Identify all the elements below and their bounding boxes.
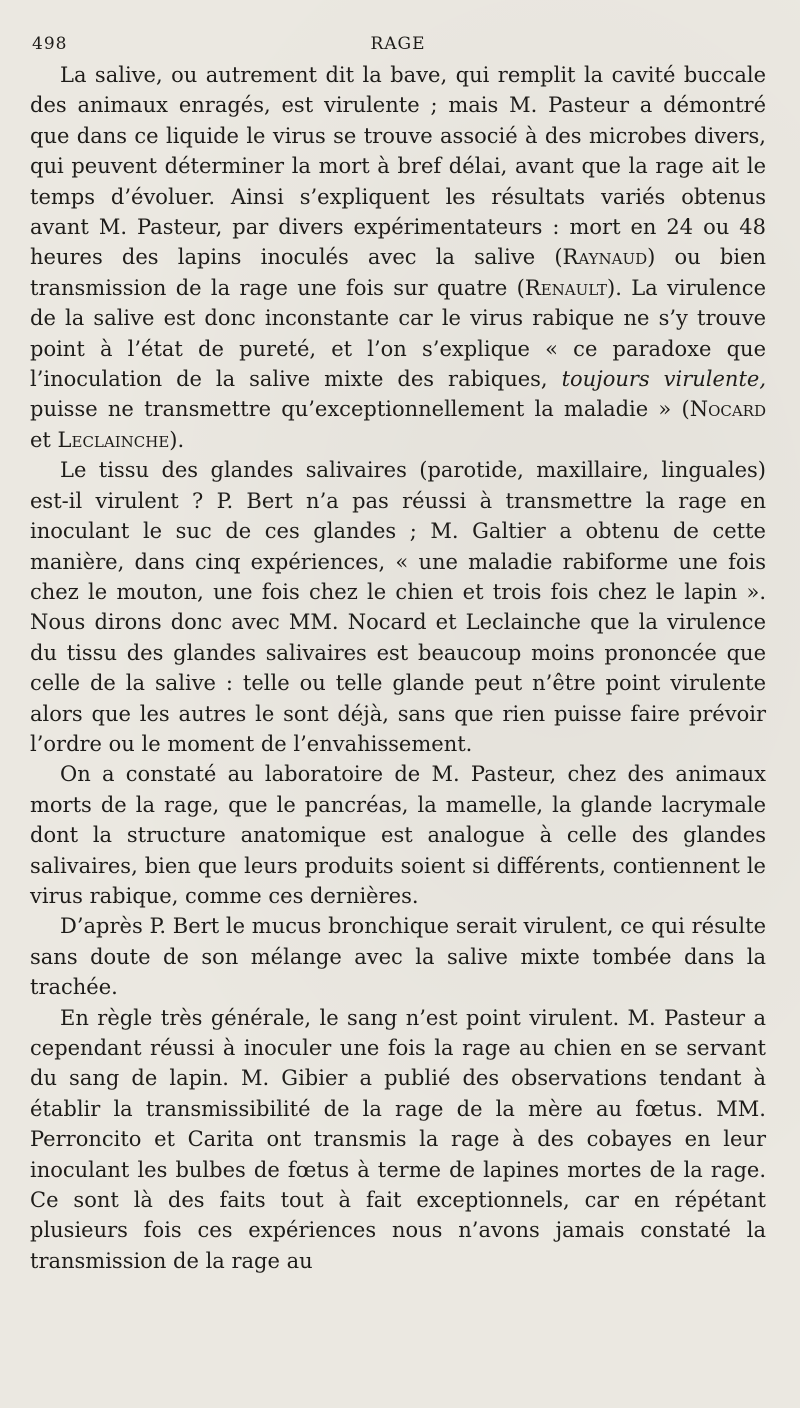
author-name: Nocard — [689, 397, 766, 422]
body-text — [30, 60, 766, 1276]
paragraph-blood: En règle très générale, le sang n’est point virulent. M. Pasteur a cependant réussi à inoculer une fois la rage au chien en se servant du sang de lapin. M. Gibier a publié des observations tendant à établir la transmissibilité de la rage de la mère au fœtus. MM. Perroncito et Carita ont transmis la rage à des cobayes en leur inoculant les bulbes de fœtus à terme de lapines mortes de la rage. Ce sont là des faits tout à fait exceptionnels, car en répétant plusieurs fois ces expériences nous n’avons jamais constaté la transmission de la rage au — [30, 1005, 766, 1273]
paragraph-bronchial-mucus: D’après P. Bert le mucus bronchique serait virulent, ce qui résulte sans doute de son mélange avec la salive mixte tombée dans la trachée. — [30, 914, 766, 1000]
emphasis-text: toujours virulente, — [561, 367, 767, 392]
running-head — [30, 28, 766, 60]
page-number: 498 — [32, 34, 68, 54]
paragraph-saliva: La salive, ou autrement dit la bave, qui remplit la cavité buccale des animaux enragés, est virulente ; mais M. Pasteur a démontré que dans ce liquide le virus se trouve associé à des microbes divers, qui peuvent déterminer la mort à bref délai, avant que la rage ait le temps d’évoluer. Ainsi s’expliquent les résultats variés obtenus avant M. Pasteur, par divers expérimentateurs : mort en 24 ou 48 heures des lapins inoculés avec la salive (Raynaud) ou bien transmission de la rage une fois sur quatre (Renault). La virulence de la salive est donc inconstante car le virus rabique ne s’y trouve point à l’état de pureté, et l’on s’explique « ce paradoxe que l’inoculation de la salive mixte des rabiques, toujours virulente, puisse ne transmettre qu’exceptionnellement la maladie » (Nocard et Leclainche). — [30, 63, 767, 452]
paragraph-salivary-glands: Le tissu des glandes salivaires (parotide, maxillaire, linguales) est-il virulent ? P. Bert n’a pas réussi à transmettre la rage en inoculant le suc de ces glandes ; M. Galtier a obtenu de cette manière, dans cinq expériences, « une maladie rabiforme une fois chez le mouton, une fois chez le chien et trois fois chez le lapin ». Nous dirons donc avec MM. Nocard et Leclainche que la virulence du tissu des glandes salivaires est beaucoup moins prononcée que celle de la salive : telle ou telle glande peut n’être point virulente alors que les autres le sont déjà, sans que rien puisse faire prévoir l’ordre ou le moment de l’envahissement. — [30, 458, 766, 756]
author-name: Renault — [524, 275, 607, 300]
running-title: RAGE — [370, 34, 426, 54]
author-name: Raynaud — [562, 245, 648, 270]
paragraph-laboratory-findings: On a constaté au laboratoire de M. Pasteur, chez des animaux morts de la rage, que le pancréas, la mamelle, la glande lacrymale dont la structure anatomique est analogue à celle des glandes salivaires, bien que leurs produits soient si différents, contiennent le virus rabique, comme ces dernières. — [30, 762, 766, 908]
author-name: Leclainche — [57, 427, 170, 452]
